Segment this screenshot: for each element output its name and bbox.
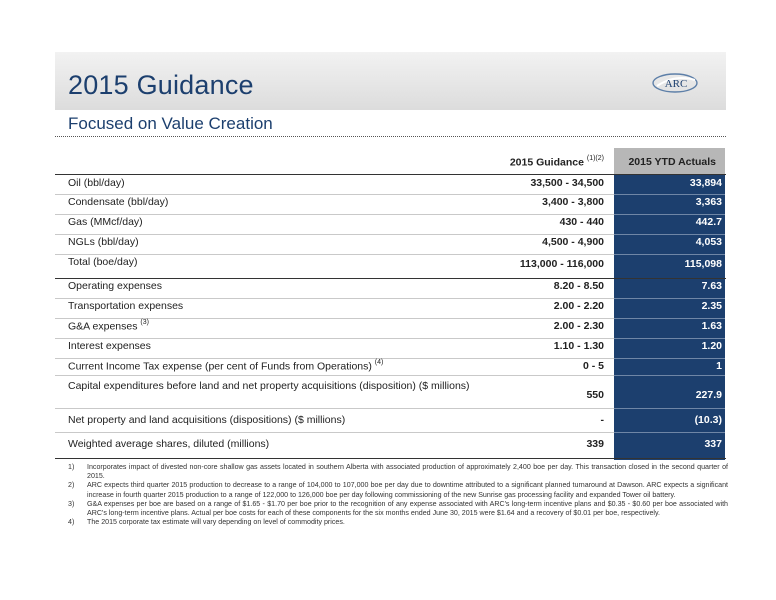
- header-rule: [55, 174, 726, 175]
- footnote-text: G&A expenses per boe are based on a range of $1.65 - $1.70 per boe prior to the recognition of any expense associated with ARC's long-term incentive plans and $0.35 - $0.60 per boe associated with ARC's long-term incentive plans. Actual per boe costs for each of these components for the six months ended June 30, 2015 were $1.64 and a recovery of $0.01 per boe, respectively.: [87, 499, 728, 518]
- guidance-column-header: 2015 Guidance $^{(1)(2)}$: [509, 155, 604, 169]
- row-label: Current Income Tax expense (per cent of Funds from Operations) $^{(4)}$: [68, 359, 384, 373]
- row-divider: [55, 338, 614, 339]
- guidance-value: 113,000 - 116,000: [519, 258, 604, 270]
- row-divider: [55, 318, 614, 319]
- actual-value: 7.63: [701, 280, 722, 292]
- footnote-number: 2): [68, 481, 75, 490]
- slide-subtitle: Focused on Value Creation: [68, 114, 273, 133]
- footnote-text: The 2015 corporate tax estimate will vary depending on level of commodity prices.: [87, 518, 345, 527]
- row-label: Gas (MMcf/day): [68, 216, 143, 228]
- guidance-value: 1.10 - 1.30: [553, 340, 604, 352]
- actual-value: (10.3): [694, 414, 722, 426]
- footnote: [68, 481, 728, 499]
- row-divider-shaded: [614, 194, 725, 195]
- actual-value: 1.63: [701, 320, 722, 332]
- actual-value: 3,363: [695, 196, 722, 208]
- row-divider-shaded: [614, 358, 725, 359]
- row-divider-shaded: [614, 254, 725, 255]
- actual-value: 115,098: [684, 258, 722, 270]
- row-divider: [55, 298, 614, 299]
- footnote: [68, 463, 728, 481]
- row-label: G&A expenses $^{(3)}$: [68, 319, 149, 333]
- actuals-column-header: 2015 YTD Actuals: [628, 156, 716, 168]
- footnote-number: 3): [68, 499, 75, 508]
- actual-value: 33,894: [689, 177, 722, 189]
- actual-value: 1.20: [701, 340, 722, 352]
- guidance-value: 4,500 - 4,900: [542, 236, 604, 248]
- actual-value: 4,053: [695, 236, 722, 248]
- actual-value: 442.7: [695, 216, 722, 228]
- footnote-number: 4): [68, 518, 75, 527]
- footnote: [68, 500, 728, 518]
- row-label: Weighted average shares, diluted (millions): [68, 438, 270, 450]
- arc-logo: [651, 72, 701, 94]
- row-divider: [55, 254, 614, 255]
- guidance-value: 2.00 - 2.20: [553, 300, 604, 312]
- row-divider: [55, 458, 726, 459]
- row-label: Total (boe/day): [68, 256, 138, 268]
- row-divider-shaded: [614, 214, 725, 215]
- title-divider: [55, 136, 726, 137]
- footnote-text: ARC expects third quarter 2015 production to decrease to a range of 104,000 to 107,000 boe per day due to downtime attributed to a significant planned turnaround at Dawson. ARC expects a significant increase in fourth quarter 2015 production to a range of 122,000 to 126,000 boe per day following commissioning of the new Sunrise gas processing facility and expanded Tower oil battery.: [87, 481, 728, 499]
- actual-value: 337: [704, 438, 722, 450]
- row-divider-shaded: [614, 338, 725, 339]
- actual-value: 1: [716, 360, 722, 372]
- row-divider: [55, 214, 614, 215]
- guidance-value: -: [600, 414, 604, 426]
- row-divider: [55, 408, 614, 409]
- row-divider-shaded: [614, 375, 725, 376]
- row-divider: [55, 234, 614, 235]
- footnotes: [68, 463, 728, 527]
- guidance-value: 0 - 5: [582, 360, 604, 372]
- row-divider: [55, 358, 614, 359]
- guidance-value: 339: [586, 438, 604, 450]
- row-label: Oil (bbl/day): [68, 177, 125, 189]
- row-label: Capital expenditures before land and net property acquisitions (disposition) ($ millions): [68, 380, 470, 392]
- row-label: Operating expenses: [68, 280, 162, 292]
- guidance-value: 3,400 - 3,800: [542, 196, 604, 208]
- row-divider-shaded: [614, 408, 725, 409]
- row-divider: [55, 278, 726, 279]
- logo-text: ARC: [664, 78, 688, 90]
- guidance-value: 550: [586, 389, 604, 401]
- footnote-number: 1): [68, 463, 75, 471]
- row-divider-shaded: [614, 298, 725, 299]
- row-divider: [55, 375, 614, 376]
- guidance-value: 430 - 440: [559, 216, 604, 228]
- guidance-value: 2.00 - 2.30: [553, 320, 604, 332]
- row-label: NGLs (bbl/day): [68, 236, 139, 248]
- row-divider-shaded: [614, 432, 725, 433]
- guidance-value: 33,500 - 34,500: [530, 177, 604, 189]
- row-label: Interest expenses: [68, 340, 151, 352]
- row-divider-shaded: [614, 234, 725, 235]
- actual-value: 2.35: [701, 300, 722, 312]
- row-label: Transportation expenses: [68, 300, 184, 312]
- guidance-value: 8.20 - 8.50: [553, 280, 604, 292]
- actual-value: 227.9: [695, 389, 722, 401]
- slide-title: 2015 Guidance: [68, 70, 254, 100]
- row-divider: [55, 432, 614, 433]
- footnote: [68, 518, 728, 527]
- row-divider: [55, 194, 614, 195]
- row-label: Condensate (bbl/day): [68, 196, 169, 208]
- row-divider-shaded: [614, 318, 725, 319]
- row-label: Net property and land acquisitions (dispositions) ($ millions): [68, 414, 346, 426]
- footnote-text: Incorporates impact of divested non-core shallow gas assets located in southern Alberta with associated production of approximately 2,400 boe per day. This transaction closed in the second quarter of 2015.: [87, 463, 728, 481]
